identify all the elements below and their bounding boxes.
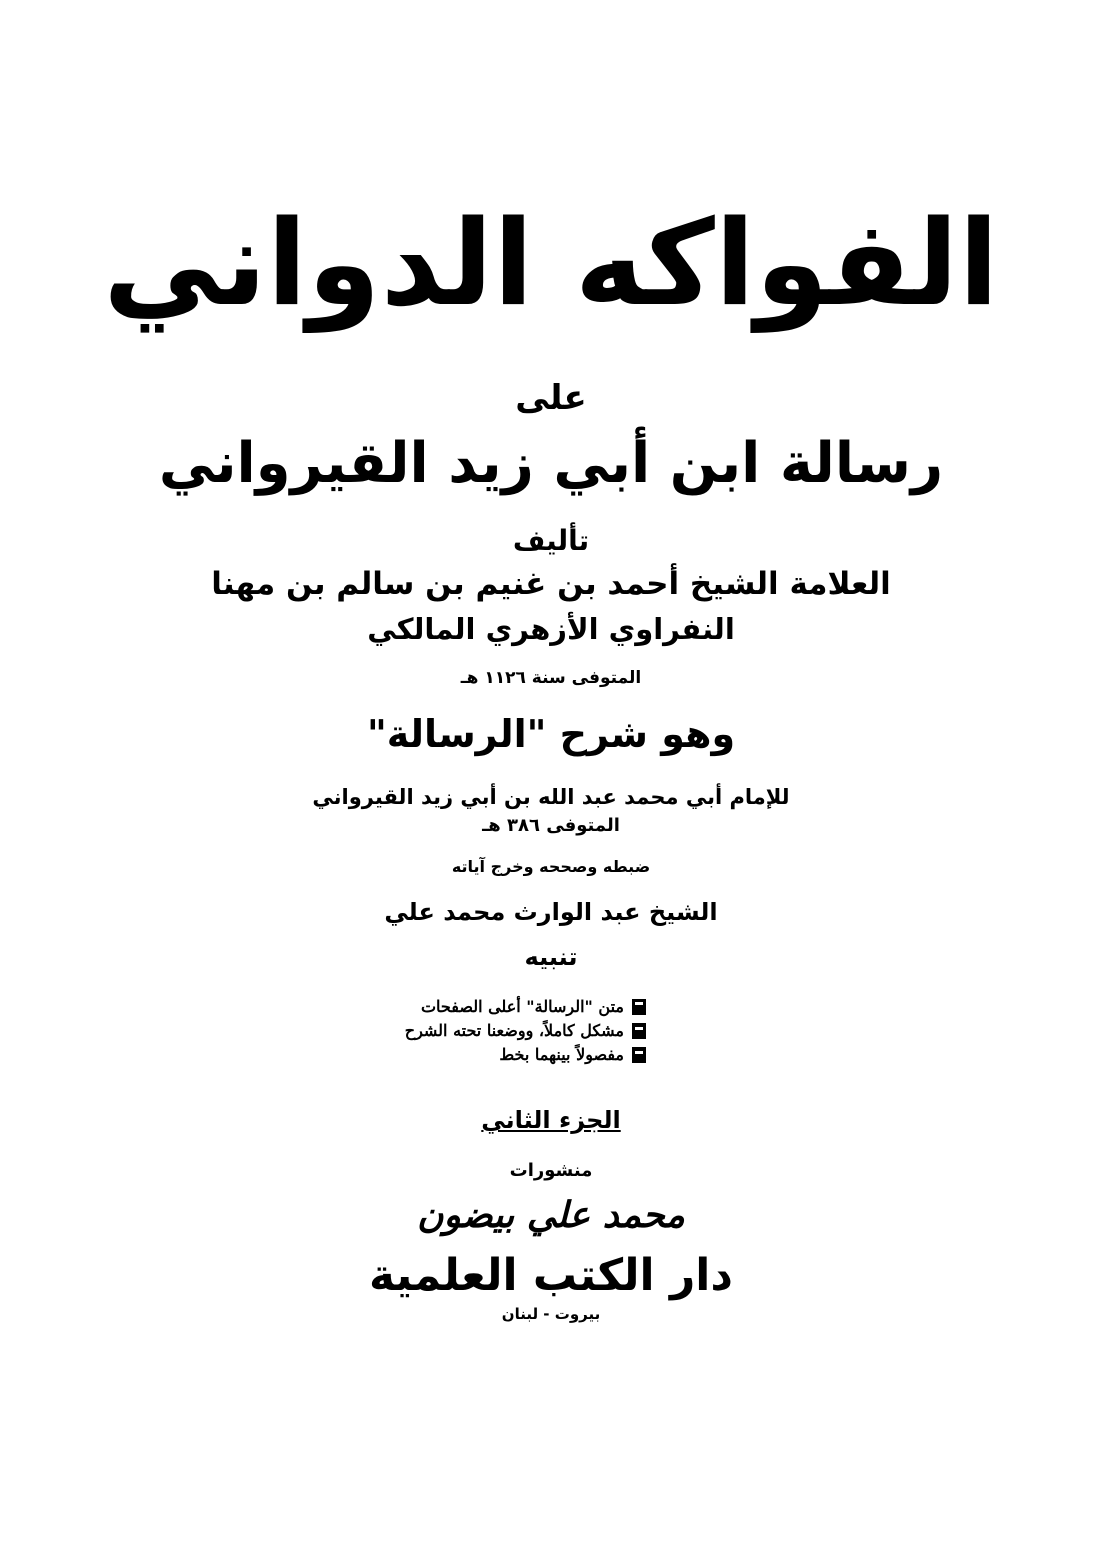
- volume-label: الجزء الثاني: [481, 1106, 621, 1134]
- notice-line-1: متن "الرسالة" أعلى الصفحات: [420, 997, 624, 1016]
- notice-line-3: مفصولاً بينهما بخط: [499, 1045, 624, 1064]
- publisher-name: محمد علي بيضون: [417, 1195, 685, 1236]
- book-subject: رسالة ابن أبي زيد القيرواني: [158, 431, 944, 496]
- editor-name: الشيخ عبد الوارث محمد علي: [384, 898, 718, 926]
- publisher-house: دار الكتب العلمية: [369, 1250, 733, 1301]
- book-title: الفواكه الدواني: [103, 194, 999, 332]
- editing-line: ضبطه وصححه وخرج آياته: [451, 857, 651, 876]
- publications-label: منشورات: [509, 1160, 593, 1181]
- publisher-city: بيروت - لبنان: [501, 1305, 601, 1323]
- imam-death-date: المتوفى ٣٨٦ هـ: [482, 815, 620, 836]
- author-line-1: العلامة الشيخ أحمد بن غنيم بن سالم بن مهنا: [211, 566, 891, 602]
- authorship-label: تأليف: [512, 524, 590, 557]
- author-line-2: النفراوي الأزهري المالكي: [367, 612, 735, 646]
- notice-line-2: مشكل كاملاً، ووضعنا تحته الشرح: [404, 1021, 624, 1040]
- notice-bullet-icon: [630, 997, 648, 1065]
- imam-line: للإمام أبي محمد عبد الله بن أبي زيد القيرواني: [312, 785, 790, 809]
- connector-word: على: [515, 378, 587, 418]
- author-death-date: المتوفى سنة ١١٢٦ هـ: [460, 668, 642, 688]
- notice-box: [404, 995, 650, 1067]
- notice-heading: تنبيه: [524, 943, 578, 971]
- sharh-line: وهو شرح "الرسالة": [366, 712, 736, 756]
